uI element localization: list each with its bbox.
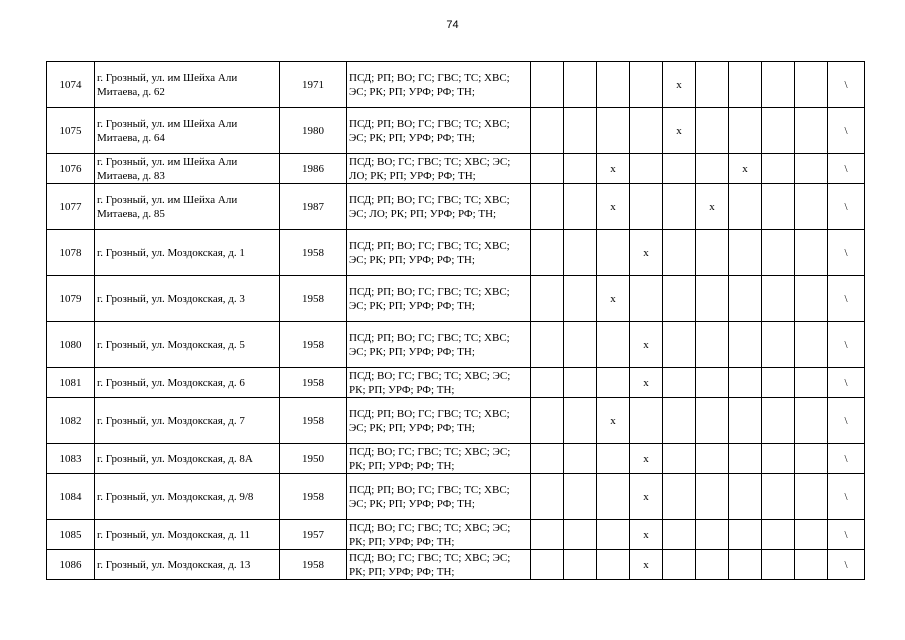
row-number: 1083	[47, 444, 95, 474]
mark-cell: x	[597, 184, 630, 230]
mark-cell	[795, 444, 828, 474]
works-line: ЭС; РК; РП; УРФ; РФ; ТН;	[349, 131, 475, 144]
mark-cell	[696, 276, 729, 322]
address-cell: г. Грозный, ул. Моздокская, д. 8А	[95, 444, 280, 474]
mark-cell	[795, 276, 828, 322]
mark-cell	[762, 520, 795, 550]
address-cell: г. Грозный, ул. Моздокская, д. 1	[95, 230, 280, 276]
mark-cell: x	[630, 444, 663, 474]
mark-cell	[696, 444, 729, 474]
mark-cell	[729, 322, 762, 368]
page-number: 74	[446, 19, 459, 31]
mark-cell	[597, 322, 630, 368]
last-mark-cell: \	[828, 184, 865, 230]
mark-cell	[696, 62, 729, 108]
mark-cell	[795, 368, 828, 398]
mark-cell	[729, 398, 762, 444]
mark-cell	[795, 398, 828, 444]
mark-cell	[762, 184, 795, 230]
mark-cell	[729, 62, 762, 108]
last-mark-cell: \	[828, 322, 865, 368]
works-cell	[347, 108, 531, 154]
works-line: ЭС; РК; РП; УРФ; РФ; ТН;	[349, 497, 475, 510]
mark-cell: x	[630, 322, 663, 368]
mark-cell	[531, 520, 564, 550]
year-cell: 1958	[280, 550, 347, 580]
works-line: ПСД; ВО; ГС; ГВС; ТС; ХВС; ЭС;	[349, 445, 511, 458]
mark-cell	[630, 108, 663, 154]
mark-cell	[564, 276, 597, 322]
mark-cell	[762, 108, 795, 154]
mark-cell	[729, 474, 762, 520]
table-row	[47, 108, 865, 154]
mark-cell: x	[597, 276, 630, 322]
table-row	[47, 520, 865, 550]
mark-cell	[597, 230, 630, 276]
mark-cell	[795, 108, 828, 154]
works-cell	[347, 520, 531, 550]
works-line: ЛО; РК; РП; УРФ; РФ; ТН;	[349, 169, 476, 182]
last-mark-cell: \	[828, 444, 865, 474]
works-cell	[347, 368, 531, 398]
row-number: 1079	[47, 276, 95, 322]
mark-cell	[762, 550, 795, 580]
mark-cell	[564, 520, 597, 550]
mark-cell	[663, 520, 696, 550]
works-line: ЭС; РК; РП; УРФ; РФ; ТН;	[349, 85, 475, 98]
row-number: 1080	[47, 322, 95, 368]
address-cell: г. Грозный, ул. Моздокская, д. 5	[95, 322, 280, 368]
mark-cell	[531, 108, 564, 154]
mark-cell	[762, 62, 795, 108]
mark-cell	[597, 520, 630, 550]
address-cell: г. Грозный, ул. Моздокская, д. 6	[95, 368, 280, 398]
mark-cell: x	[630, 474, 663, 520]
works-line: ПСД; ВО; ГС; ГВС; ТС; ХВС; ЭС;	[349, 551, 511, 564]
mark-cell	[729, 276, 762, 322]
works-cell	[347, 398, 531, 444]
mark-cell	[531, 322, 564, 368]
last-mark-cell: \	[828, 108, 865, 154]
works-line: ЭС; РК; РП; УРФ; РФ; ТН;	[349, 345, 475, 358]
mark-cell	[663, 322, 696, 368]
mark-cell: x	[630, 368, 663, 398]
mark-cell	[597, 62, 630, 108]
mark-cell	[531, 550, 564, 580]
mark-cell	[696, 474, 729, 520]
mark-cell	[663, 444, 696, 474]
mark-cell	[630, 184, 663, 230]
mark-cell	[663, 550, 696, 580]
mark-cell	[630, 154, 663, 184]
row-number: 1085	[47, 520, 95, 550]
last-mark-cell: \	[828, 62, 865, 108]
address-cell: г. Грозный, ул. Моздокская, д. 3	[95, 276, 280, 322]
table-row	[47, 474, 865, 520]
last-mark-cell: \	[828, 520, 865, 550]
last-mark-cell: \	[828, 230, 865, 276]
mark-cell	[663, 184, 696, 230]
mark-cell: x	[729, 154, 762, 184]
row-number: 1086	[47, 550, 95, 580]
mark-cell	[597, 474, 630, 520]
mark-cell	[531, 398, 564, 444]
mark-cell	[729, 444, 762, 474]
row-number: 1077	[47, 184, 95, 230]
last-mark-cell: \	[828, 368, 865, 398]
mark-cell	[564, 62, 597, 108]
works-line: ПСД; РП; ВО; ГС; ГВС; ТС; ХВС;	[349, 285, 510, 298]
address-cell: г. Грозный, ул. им Шейха Али Митаева, д. 64	[95, 108, 280, 154]
mark-cell	[531, 368, 564, 398]
mark-cell	[696, 108, 729, 154]
table-row	[47, 322, 865, 368]
year-cell: 1957	[280, 520, 347, 550]
table-row	[47, 550, 865, 580]
mark-cell	[663, 398, 696, 444]
mark-cell	[795, 474, 828, 520]
mark-cell: x	[630, 230, 663, 276]
address-cell: г. Грозный, ул. им Шейха Али Митаева, д. 83	[95, 154, 280, 184]
row-number: 1076	[47, 154, 95, 184]
row-number: 1082	[47, 398, 95, 444]
mark-cell	[795, 520, 828, 550]
mark-cell	[729, 108, 762, 154]
mark-cell	[729, 550, 762, 580]
mark-cell	[597, 444, 630, 474]
year-cell: 1958	[280, 398, 347, 444]
last-mark-cell: \	[828, 398, 865, 444]
year-cell: 1958	[280, 322, 347, 368]
year-cell: 1958	[280, 474, 347, 520]
last-mark-cell: \	[828, 474, 865, 520]
row-number: 1084	[47, 474, 95, 520]
mark-cell	[696, 368, 729, 398]
works-cell	[347, 444, 531, 474]
mark-cell	[663, 230, 696, 276]
mark-cell	[696, 154, 729, 184]
row-number: 1078	[47, 230, 95, 276]
mark-cell	[762, 276, 795, 322]
works-cell	[347, 474, 531, 520]
year-cell: 1971	[280, 62, 347, 108]
works-line: ЭС; РК; РП; УРФ; РФ; ТН;	[349, 421, 475, 434]
mark-cell	[564, 230, 597, 276]
works-line: ЭС; РК; РП; УРФ; РФ; ТН;	[349, 299, 475, 312]
works-line: ПСД; РП; ВО; ГС; ГВС; ТС; ХВС;	[349, 483, 510, 496]
works-line: ПСД; РП; ВО; ГС; ГВС; ТС; ХВС;	[349, 239, 510, 252]
table-row	[47, 276, 865, 322]
mark-cell	[564, 154, 597, 184]
works-line: ПСД; ВО; ГС; ГВС; ТС; ХВС; ЭС;	[349, 155, 511, 168]
table-row	[47, 444, 865, 474]
works-line: ПСД; РП; ВО; ГС; ГВС; ТС; ХВС;	[349, 71, 510, 84]
mark-cell: x	[597, 398, 630, 444]
table-row	[47, 230, 865, 276]
address-cell: г. Грозный, ул. Моздокская, д. 9/8	[95, 474, 280, 520]
works-line: ПСД; РП; ВО; ГС; ГВС; ТС; ХВС;	[349, 331, 510, 344]
mark-cell	[630, 276, 663, 322]
mark-cell	[597, 368, 630, 398]
mark-cell	[795, 154, 828, 184]
mark-cell	[762, 474, 795, 520]
mark-cell	[762, 230, 795, 276]
mark-cell	[795, 62, 828, 108]
table-row	[47, 368, 865, 398]
works-line: ПСД; РП; ВО; ГС; ГВС; ТС; ХВС;	[349, 407, 510, 420]
year-cell: 1987	[280, 184, 347, 230]
mark-cell: x	[663, 62, 696, 108]
row-number: 1074	[47, 62, 95, 108]
mark-cell	[564, 368, 597, 398]
mark-cell	[531, 276, 564, 322]
table-row	[47, 398, 865, 444]
mark-cell	[696, 520, 729, 550]
address-cell: г. Грозный, ул. им Шейха Али Митаева, д. 85	[95, 184, 280, 230]
year-cell: 1950	[280, 444, 347, 474]
mark-cell	[663, 368, 696, 398]
mark-cell	[531, 474, 564, 520]
year-cell: 1958	[280, 230, 347, 276]
year-cell: 1958	[280, 276, 347, 322]
mark-cell: x	[630, 520, 663, 550]
mark-cell	[564, 398, 597, 444]
mark-cell	[696, 398, 729, 444]
mark-cell	[564, 550, 597, 580]
mark-cell	[531, 154, 564, 184]
works-line: РК; РП; УРФ; РФ; ТН;	[349, 535, 455, 548]
mark-cell	[564, 474, 597, 520]
address-cell: г. Грозный, ул. Моздокская, д. 13	[95, 550, 280, 580]
mark-cell	[531, 230, 564, 276]
works-line: ПСД; РП; ВО; ГС; ГВС; ТС; ХВС;	[349, 193, 510, 206]
mark-cell	[729, 184, 762, 230]
mark-cell	[795, 230, 828, 276]
buildings-table	[46, 61, 865, 580]
mark-cell	[762, 444, 795, 474]
mark-cell	[795, 184, 828, 230]
works-cell	[347, 184, 531, 230]
year-cell: 1986	[280, 154, 347, 184]
mark-cell	[564, 184, 597, 230]
works-line: РК; РП; УРФ; РФ; ТН;	[349, 383, 455, 396]
mark-cell	[630, 62, 663, 108]
year-cell: 1980	[280, 108, 347, 154]
works-cell	[347, 154, 531, 184]
mark-cell	[663, 474, 696, 520]
row-number: 1081	[47, 368, 95, 398]
table-row	[47, 62, 865, 108]
mark-cell	[531, 62, 564, 108]
address-cell: г. Грозный, ул. Моздокская, д. 7	[95, 398, 280, 444]
mark-cell	[531, 444, 564, 474]
works-line: ПСД; ВО; ГС; ГВС; ТС; ХВС; ЭС;	[349, 521, 511, 534]
mark-cell: x	[696, 184, 729, 230]
works-cell	[347, 62, 531, 108]
works-cell	[347, 276, 531, 322]
mark-cell	[531, 184, 564, 230]
works-line: ПСД; ВО; ГС; ГВС; ТС; ХВС; ЭС;	[349, 369, 511, 382]
mark-cell	[564, 108, 597, 154]
mark-cell	[729, 368, 762, 398]
mark-cell	[729, 230, 762, 276]
mark-cell	[762, 398, 795, 444]
year-cell: 1958	[280, 368, 347, 398]
works-line: ЭС; РК; РП; УРФ; РФ; ТН;	[349, 253, 475, 266]
last-mark-cell: \	[828, 550, 865, 580]
mark-cell	[663, 154, 696, 184]
last-mark-cell: \	[828, 276, 865, 322]
mark-cell	[696, 230, 729, 276]
table-row	[47, 184, 865, 230]
mark-cell	[696, 322, 729, 368]
mark-cell: x	[630, 550, 663, 580]
works-line: РК; РП; УРФ; РФ; ТН;	[349, 565, 455, 578]
address-cell: г. Грозный, ул. им Шейха Али Митаева, д. 62	[95, 62, 280, 108]
mark-cell	[729, 520, 762, 550]
address-cell: г. Грозный, ул. Моздокская, д. 11	[95, 520, 280, 550]
mark-cell	[762, 154, 795, 184]
mark-cell	[795, 550, 828, 580]
mark-cell	[762, 322, 795, 368]
mark-cell	[630, 398, 663, 444]
mark-cell	[762, 368, 795, 398]
works-cell	[347, 550, 531, 580]
works-line: РК; РП; УРФ; РФ; ТН;	[349, 459, 455, 472]
last-mark-cell: \	[828, 154, 865, 184]
mark-cell	[564, 444, 597, 474]
works-line: ПСД; РП; ВО; ГС; ГВС; ТС; ХВС;	[349, 117, 510, 130]
mark-cell	[597, 550, 630, 580]
table-row	[47, 154, 865, 184]
mark-cell	[564, 322, 597, 368]
row-number: 1075	[47, 108, 95, 154]
mark-cell	[795, 322, 828, 368]
mark-cell	[696, 550, 729, 580]
mark-cell	[663, 276, 696, 322]
works-line: ЭС; ЛО; РК; РП; УРФ; РФ; ТН;	[349, 207, 497, 220]
works-cell	[347, 322, 531, 368]
mark-cell: x	[663, 108, 696, 154]
works-cell	[347, 230, 531, 276]
mark-cell: x	[597, 154, 630, 184]
mark-cell	[597, 108, 630, 154]
